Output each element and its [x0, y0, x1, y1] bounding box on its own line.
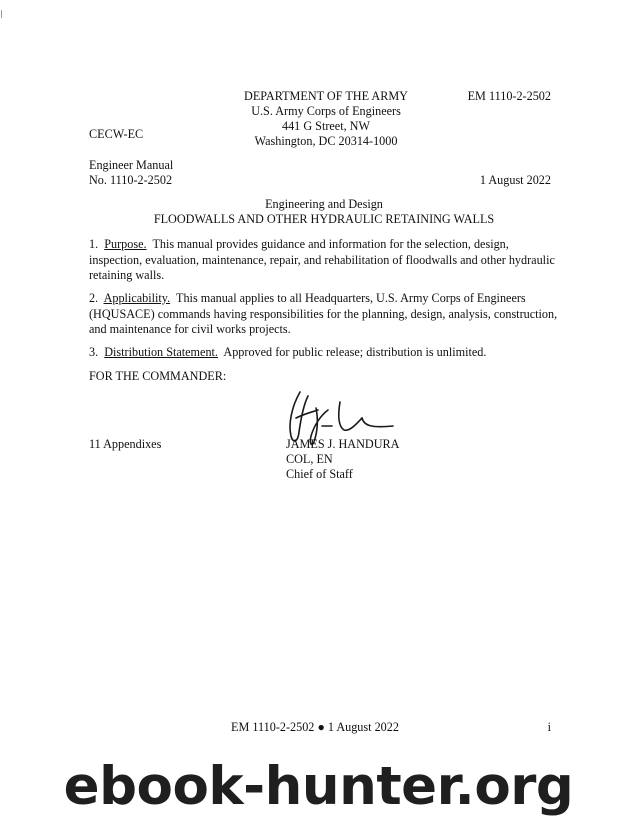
appendix-count: 11 Appendixes	[89, 437, 162, 451]
section-heading: Applicability.	[103, 291, 171, 305]
header-doc-number: EM 1110-2-2502	[467, 89, 551, 103]
signer-name: JAMES J. HANDURA	[286, 437, 400, 451]
footer-doc-line: EM 1110-2-2502 ● 1 August 2022	[231, 720, 399, 734]
watermark-text: ebook-hunter.org	[63, 756, 574, 817]
org-line-agency: U.S. Army Corps of Engineers	[251, 104, 401, 118]
section-text: This manual provides guidance and information for the selection, design, inspection, evaluation, maintenance, repair, and rehabilitation of floodwalls and other hydraulic retaining walls.	[89, 237, 555, 282]
section-applicability	[89, 291, 559, 338]
section-distribution	[89, 345, 559, 361]
org-line-department: DEPARTMENT OF THE ARMY	[244, 89, 408, 103]
section-heading: Purpose.	[104, 237, 147, 251]
signer-rank: COL, EN	[286, 452, 333, 466]
manual-type-label: Engineer Manual	[89, 158, 174, 172]
section-text: Approved for public release; distribution is unlimited.	[223, 345, 487, 359]
org-line-street: 441 G Street, NW	[281, 119, 370, 133]
section-number: 3.	[89, 345, 99, 359]
page-number: i	[547, 720, 551, 734]
commander-line: FOR THE COMMANDER:	[89, 369, 227, 383]
section-number: 1.	[89, 237, 99, 251]
section-text: This manual applies to all Headquarters, U.S. Army Corps of Engineers (HQUSACE) commands having responsibilities for the planning, design, analysis, construction, and maintenance for civil works projects.	[89, 291, 558, 336]
office-code: CECW-EC	[89, 127, 144, 141]
section-purpose	[89, 237, 559, 284]
title-category: Engineering and Design	[265, 197, 383, 211]
org-line-city: Washington, DC 20314-1000	[254, 134, 398, 148]
section-heading: Distribution Statement.	[104, 345, 218, 359]
section-number: 2.	[89, 291, 99, 305]
manual-date: 1 August 2022	[479, 173, 551, 187]
document-title: FLOODWALLS AND OTHER HYDRAULIC RETAINING WALLS	[153, 212, 495, 226]
manual-number: No. 1110-2-2502	[89, 173, 173, 187]
scan-edge-mark	[1, 10, 2, 18]
signer-title: Chief of Staff	[286, 467, 353, 481]
